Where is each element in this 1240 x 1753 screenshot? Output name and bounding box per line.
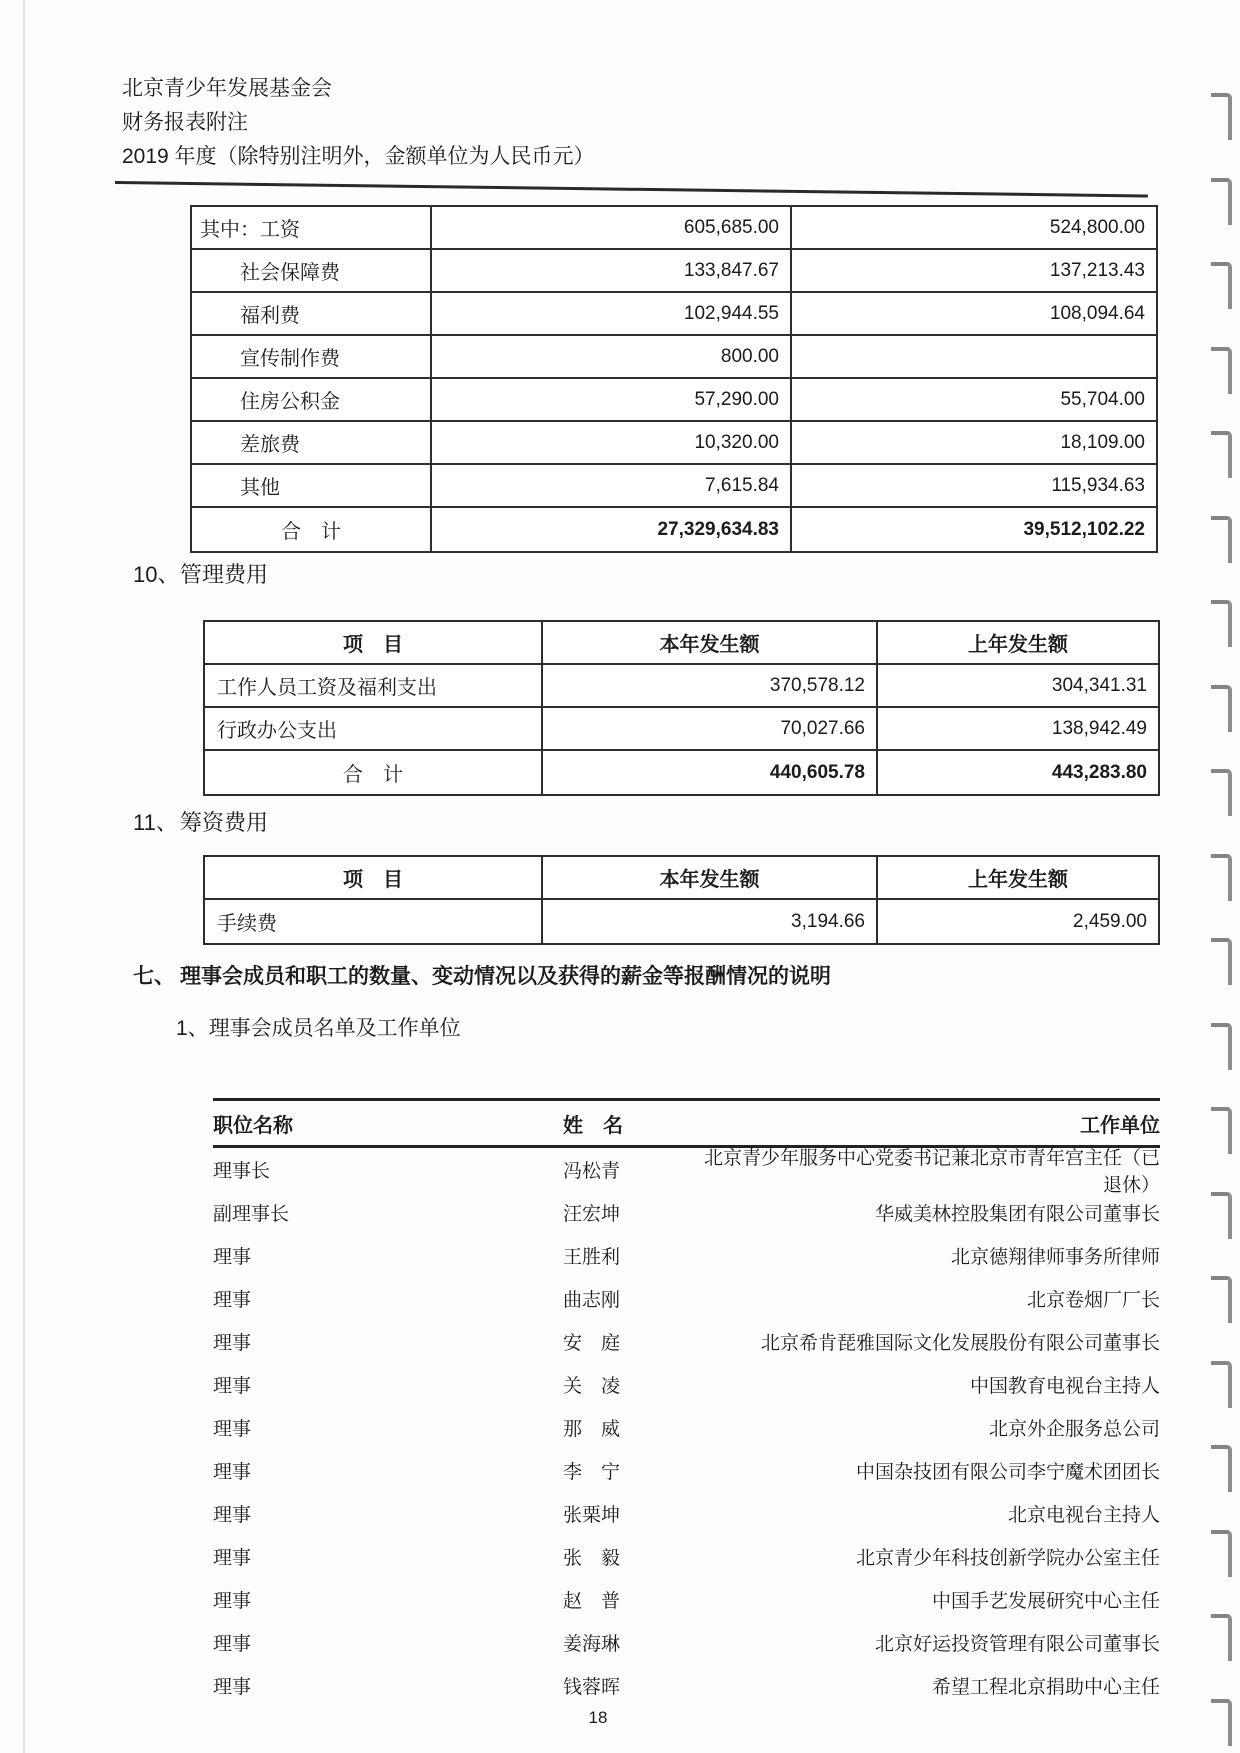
row-label: 手续费 [205,900,543,943]
row-label: 社会保障费 [192,250,432,291]
table-row [192,379,1156,422]
table-total-row [192,508,1156,551]
member-unit: 希望工程北京捐助中心主任 [931,1677,1160,1698]
member-position: 理事 [213,1419,252,1440]
prior-amount: 524,800.00 [1049,216,1145,238]
org-name: 北京青少年发展基金会 [122,77,332,100]
member-unit: 北京青少年服务中心党委书记兼北京市青年宫主任（已退休） [703,1147,1160,1196]
section-7-heading [133,960,831,990]
table-row [213,1363,1160,1406]
row-label: 其中：工资 [192,207,432,248]
table-row [213,1277,1160,1320]
total-label: 合 计 [192,508,432,551]
subsection-1-heading [176,1012,461,1042]
total-prior-amount: 443,283.80 [1051,761,1147,783]
table-row [205,665,1158,708]
member-position: 理事 [213,1505,252,1526]
section-title: 筹资费用 [180,810,269,835]
column-header-item: 项 目 [205,857,543,898]
table-row [213,1492,1160,1535]
board-members-table [213,1098,1160,1707]
table-row [192,465,1156,508]
table-row [213,1621,1160,1664]
table-row [192,207,1156,250]
salary-expense-table [190,205,1158,553]
table-row [213,1664,1160,1707]
table-header-row [205,622,1158,665]
prior-amount [792,336,1156,377]
member-position: 理事 [213,1677,252,1698]
page-number: 18 [588,1708,608,1727]
member-name: 王胜利 [563,1247,621,1268]
section-number: 11、 [133,810,178,835]
member-unit: 中国手艺发展研究中心主任 [931,1591,1160,1612]
table-row [205,900,1158,943]
member-position: 理事 [213,1333,252,1354]
admin-expense-table [203,620,1160,796]
member-position: 理事 [213,1290,252,1311]
current-amount: 3,194.66 [543,900,878,943]
member-name: 安 庭 [563,1333,621,1354]
table-total-row [205,751,1158,794]
table-row [213,1578,1160,1621]
section-11-heading [133,806,268,837]
member-name: 汪宏坤 [563,1204,621,1225]
member-unit: 中国教育电视台主持人 [969,1376,1160,1397]
current-amount: 70,027.66 [543,708,878,749]
table-row [205,708,1158,751]
prior-amount: 138,942.49 [1051,717,1147,739]
total-label: 合 计 [205,751,543,794]
member-unit: 北京电视台主持人 [1007,1505,1160,1526]
report-title: 财务报表附注 [122,111,248,134]
member-position: 理事 [213,1548,252,1569]
prior-amount: 55,704.00 [1060,388,1145,410]
table-row [213,1191,1160,1234]
subsection-number: 1、 [176,1017,209,1040]
row-label: 宣传制作费 [192,336,432,377]
current-amount: 605,685.00 [432,207,792,248]
prior-amount: 108,094.64 [1049,302,1145,324]
report-period: 2019 年度（除特别注明外，金额单位为人民币元） [122,145,595,168]
member-position: 理事 [213,1462,252,1483]
section-title: 理事会成员和职工的数量、变动情况以及获得的薪金等报酬情况的说明 [180,965,831,988]
table-row [213,1147,1160,1196]
member-name: 关 凌 [563,1376,621,1397]
total-prior-amount: 39,512,102.22 [1023,518,1145,540]
column-header-current: 本年发生额 [543,857,878,898]
column-header-prior: 上年发生额 [968,634,1068,656]
column-header-unit: 工作单位 [1080,1114,1160,1137]
member-position: 理事长 [213,1161,271,1182]
row-label: 行政办公支出 [205,708,543,749]
member-position: 理事 [213,1634,252,1655]
member-position: 理事 [213,1591,252,1612]
member-name: 张栗坤 [563,1505,621,1526]
total-current-amount: 440,605.78 [543,751,878,794]
table-row [213,1234,1160,1277]
current-amount: 7,615.84 [432,465,792,506]
scan-edge-shadow [23,0,25,1753]
document-header [122,72,595,174]
current-amount: 370,578.12 [543,665,878,706]
section-number: 10、 [133,562,180,587]
member-name: 赵 普 [563,1591,621,1612]
table-row [213,1449,1160,1492]
prior-amount: 2,459.00 [1073,910,1147,932]
member-name: 钱蓉晖 [563,1677,621,1698]
member-name: 姜海琳 [563,1634,621,1655]
member-position: 副理事长 [213,1204,290,1225]
member-unit: 华威美林控股集团有限公司董事长 [874,1204,1160,1225]
member-unit: 北京希肯琵雅国际文化发展股份有限公司董事长 [760,1333,1160,1354]
member-unit: 北京德翔律师事务所律师 [950,1247,1160,1268]
column-header-position: 职位名称 [213,1114,293,1137]
prior-amount: 137,213.43 [1049,259,1145,281]
section-number: 七、 [133,965,175,988]
table-row [213,1320,1160,1363]
member-unit: 北京外企服务总公司 [988,1419,1160,1440]
prior-amount: 18,109.00 [1060,431,1145,453]
member-name: 那 威 [563,1419,621,1440]
current-amount: 102,944.55 [432,293,792,334]
current-amount: 10,320.00 [432,422,792,463]
table-row [213,1535,1160,1578]
member-position: 理事 [213,1247,252,1268]
table-header-row [213,1098,1160,1148]
table-row [192,293,1156,336]
table-row [192,336,1156,379]
member-name: 李 宁 [563,1462,621,1483]
column-header-current: 本年发生额 [543,622,878,663]
prior-amount: 304,341.31 [1051,674,1147,696]
column-header-item: 项 目 [205,622,543,663]
member-unit: 北京卷烟厂厂长 [1026,1290,1160,1311]
fundraising-expense-table [203,855,1160,945]
row-label: 差旅费 [192,422,432,463]
member-unit: 北京青少年科技创新学院办公室主任 [855,1548,1160,1569]
member-name: 曲志刚 [563,1290,621,1311]
row-label: 福利费 [192,293,432,334]
current-amount: 57,290.00 [432,379,792,420]
section-title: 管理费用 [180,562,269,587]
header-rule [115,181,1148,198]
current-amount: 133,847.67 [432,250,792,291]
column-header-prior: 上年发生额 [968,869,1068,891]
prior-amount: 115,934.63 [1051,474,1145,496]
table-row [192,422,1156,465]
member-name: 张 毅 [563,1548,621,1569]
member-unit: 北京好运投资管理有限公司董事长 [874,1634,1160,1655]
table-row [192,250,1156,293]
current-amount: 800.00 [432,336,792,377]
section-10-heading [133,558,268,589]
member-name: 冯松青 [563,1161,621,1182]
table-row [213,1406,1160,1449]
row-label: 其他 [192,465,432,506]
row-label: 工作人员工资及福利支出 [205,665,543,706]
member-position: 理事 [213,1376,252,1397]
member-unit: 中国杂技团有限公司李宁魔术团团长 [855,1462,1160,1483]
table-header-row [205,857,1158,900]
total-current-amount: 27,329,634.83 [432,508,792,551]
column-header-name: 姓 名 [563,1114,623,1137]
row-label: 住房公积金 [192,379,432,420]
subsection-title: 理事会成员名单及工作单位 [208,1017,461,1040]
